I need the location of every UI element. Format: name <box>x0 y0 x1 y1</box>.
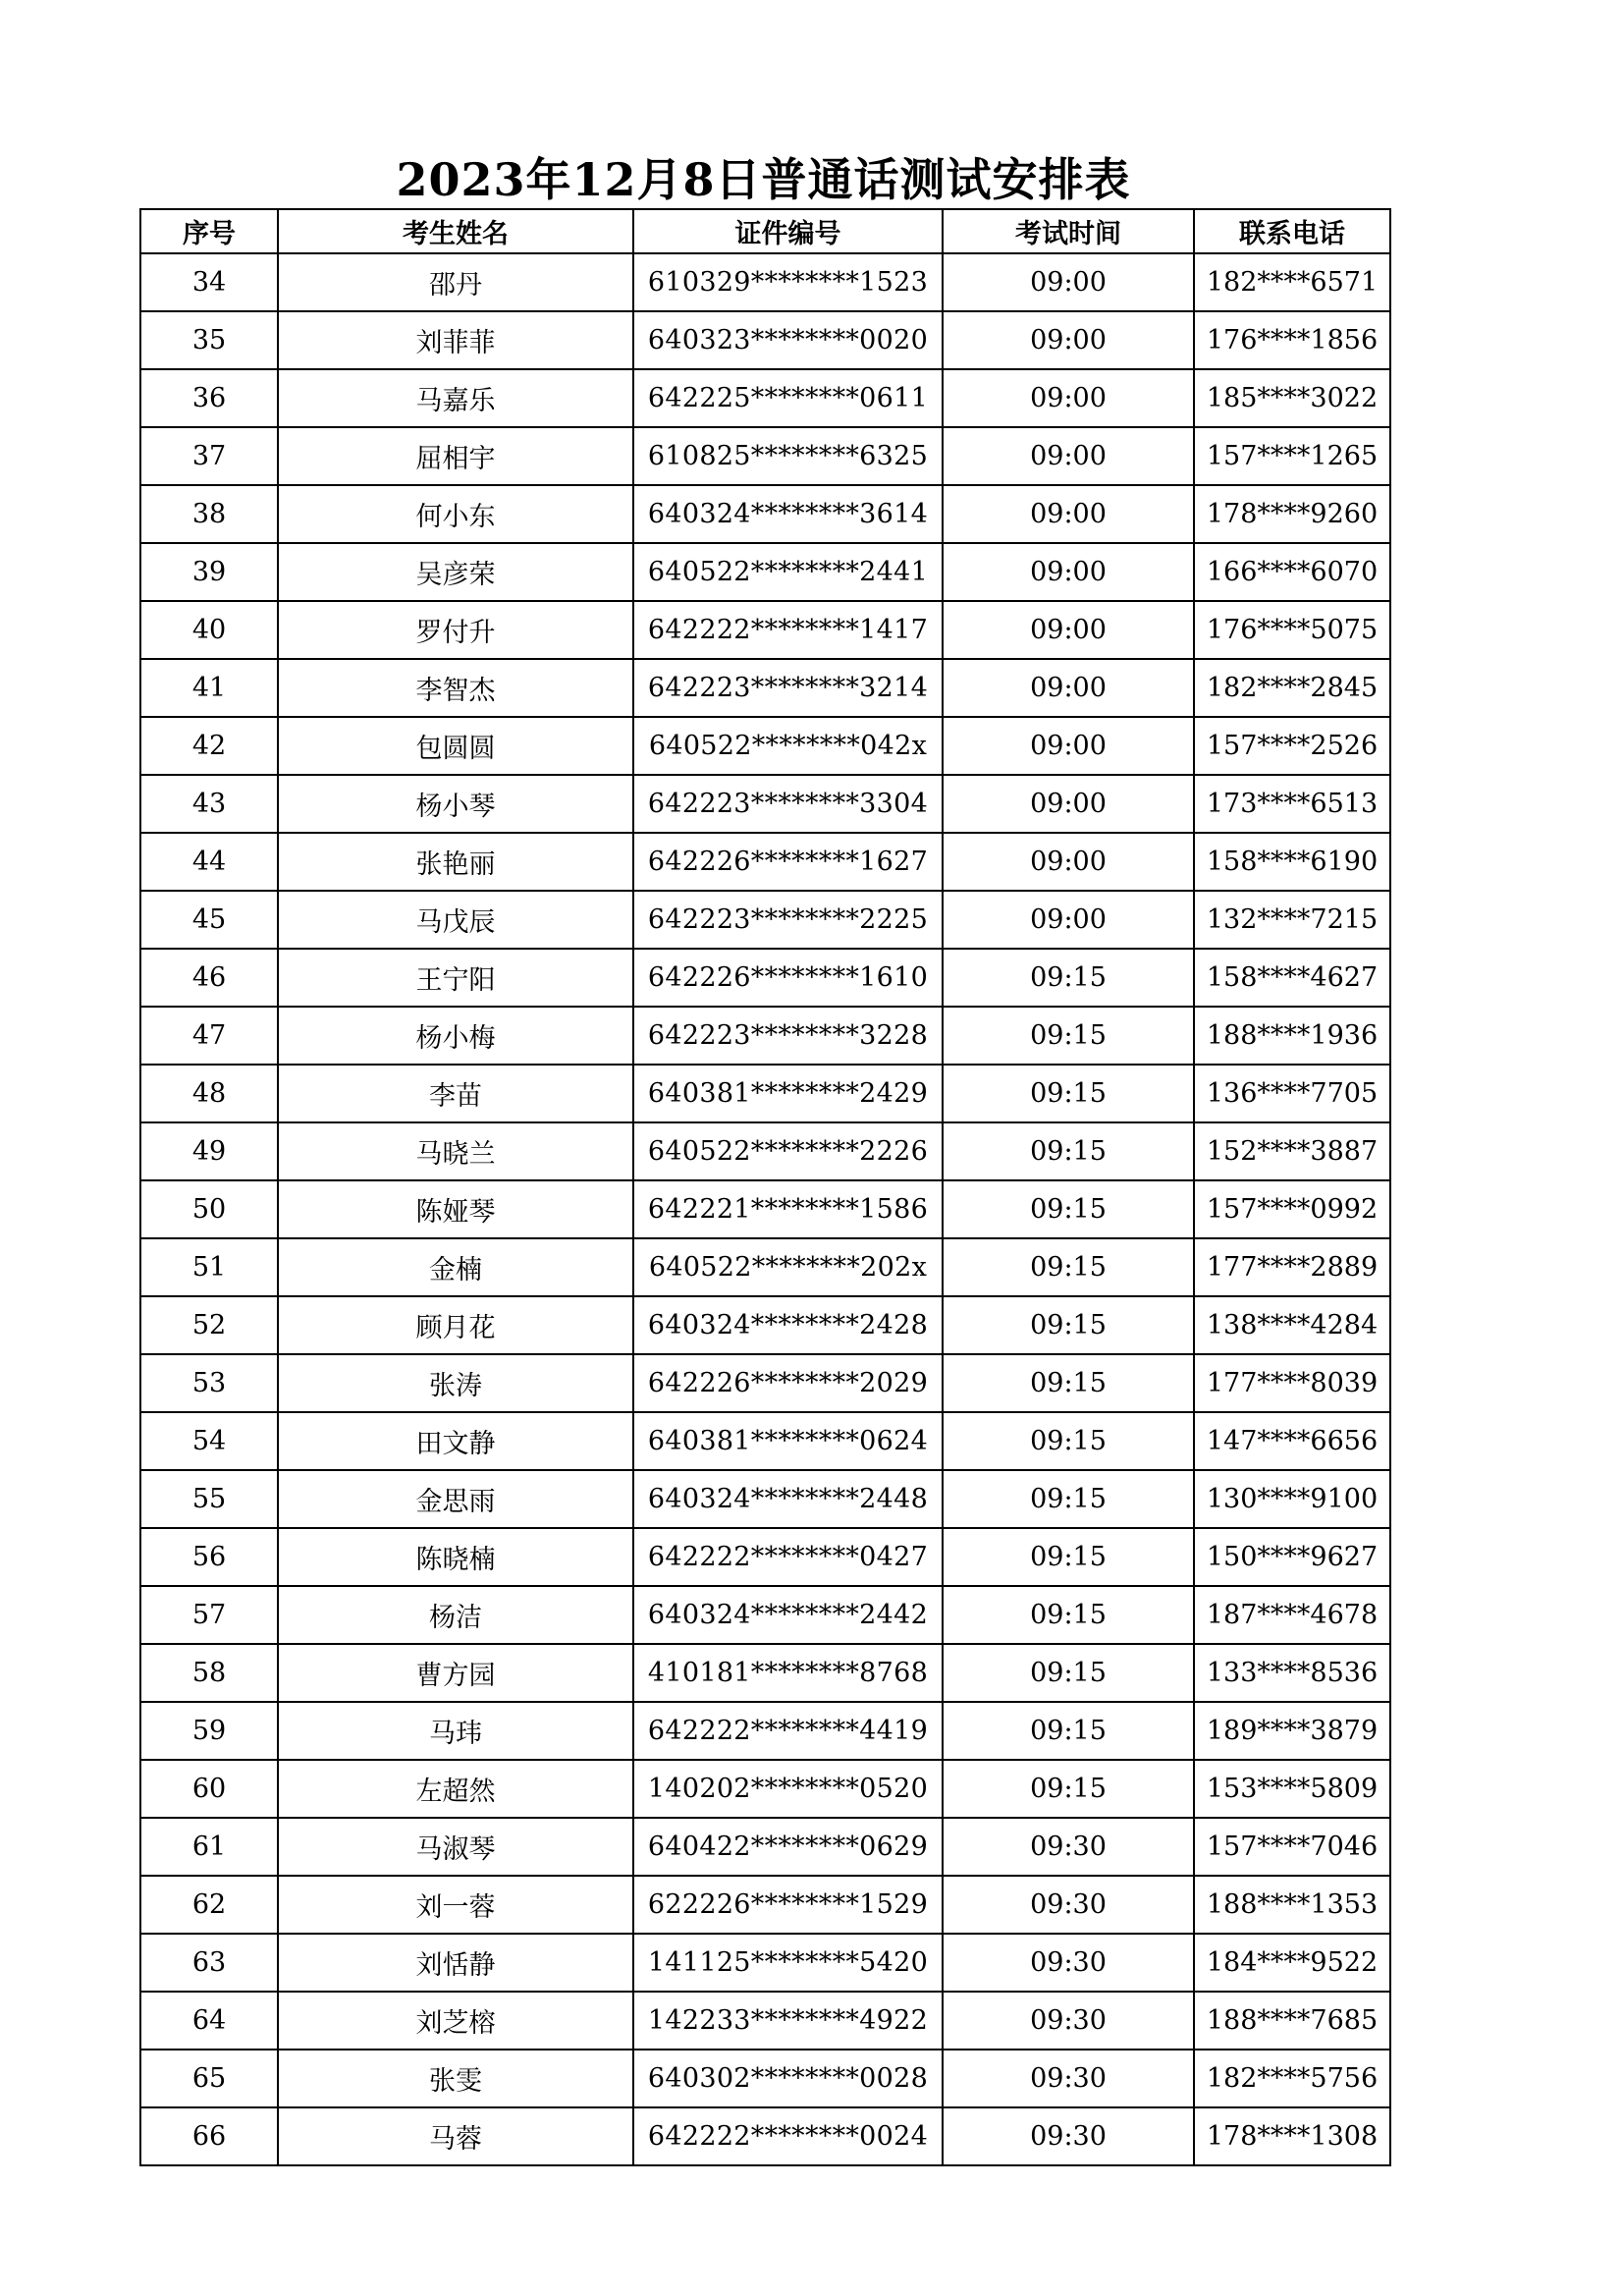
name-cell: 顾月花 <box>278 1296 633 1354</box>
id-number-cell: 640324********2442 <box>633 1586 943 1644</box>
table-row <box>140 485 1390 543</box>
exam-time-cell: 09:15 <box>943 1007 1194 1065</box>
name-cell: 金楠 <box>278 1238 633 1296</box>
exam-time-cell: 09:15 <box>943 1470 1194 1528</box>
id-number-cell: 642223********2225 <box>633 891 943 949</box>
name-cell: 李智杰 <box>278 659 633 717</box>
name-cell: 刘菲菲 <box>278 311 633 369</box>
exam-time-cell: 09:30 <box>943 1934 1194 1992</box>
column-header-phone: 联系电话 <box>1194 209 1390 253</box>
phone-cell: 173****6513 <box>1194 775 1390 833</box>
serial-cell: 66 <box>140 2107 278 2165</box>
id-number-cell: 640381********2429 <box>633 1065 943 1122</box>
id-number-cell: 640324********2428 <box>633 1296 943 1354</box>
serial-cell: 61 <box>140 1818 278 1876</box>
exam-time-cell: 09:15 <box>943 1586 1194 1644</box>
id-number-cell: 640324********3614 <box>633 485 943 543</box>
phone-cell: 177****2889 <box>1194 1238 1390 1296</box>
id-number-cell: 642222********4419 <box>633 1702 943 1760</box>
id-number-cell: 610329********1523 <box>633 253 943 311</box>
name-cell: 刘芝榕 <box>278 1992 633 2050</box>
table-row <box>140 2050 1390 2107</box>
phone-cell: 184****9522 <box>1194 1934 1390 1992</box>
phone-cell: 187****4678 <box>1194 1586 1390 1644</box>
phone-cell: 136****7705 <box>1194 1065 1390 1122</box>
id-number-cell: 640302********0028 <box>633 2050 943 2107</box>
phone-cell: 157****0992 <box>1194 1180 1390 1238</box>
exam-time-cell: 09:15 <box>943 1354 1194 1412</box>
id-number-cell: 640323********0020 <box>633 311 943 369</box>
serial-cell: 49 <box>140 1122 278 1180</box>
serial-cell: 55 <box>140 1470 278 1528</box>
name-cell: 马戊辰 <box>278 891 633 949</box>
column-header-id-number: 证件编号 <box>633 209 943 253</box>
column-header-serial: 序号 <box>140 209 278 253</box>
table-row <box>140 1122 1390 1180</box>
table-row <box>140 833 1390 891</box>
exam-time-cell: 09:00 <box>943 601 1194 659</box>
serial-cell: 51 <box>140 1238 278 1296</box>
name-cell: 马玮 <box>278 1702 633 1760</box>
table-row <box>140 1528 1390 1586</box>
phone-cell: 176****1856 <box>1194 311 1390 369</box>
id-number-cell: 642223********3304 <box>633 775 943 833</box>
name-cell: 张涛 <box>278 1354 633 1412</box>
table-row <box>140 601 1390 659</box>
exam-time-cell: 09:00 <box>943 891 1194 949</box>
id-number-cell: 141125********5420 <box>633 1934 943 1992</box>
id-number-cell: 642223********3214 <box>633 659 943 717</box>
exam-time-cell: 09:00 <box>943 775 1194 833</box>
name-cell: 陈晓楠 <box>278 1528 633 1586</box>
table-row <box>140 311 1390 369</box>
table-row <box>140 775 1390 833</box>
name-cell: 曹方园 <box>278 1644 633 1702</box>
exam-time-cell: 09:30 <box>943 2107 1194 2165</box>
phone-cell: 176****5075 <box>1194 601 1390 659</box>
phone-cell: 152****3887 <box>1194 1122 1390 1180</box>
table-body <box>140 253 1390 2165</box>
table-row <box>140 1354 1390 1412</box>
exam-time-cell: 09:30 <box>943 1818 1194 1876</box>
exam-time-cell: 09:15 <box>943 1065 1194 1122</box>
table-header-row <box>140 209 1390 253</box>
phone-cell: 182****6571 <box>1194 253 1390 311</box>
table-row <box>140 1934 1390 1992</box>
serial-cell: 39 <box>140 543 278 601</box>
exam-time-cell: 09:15 <box>943 1644 1194 1702</box>
exam-time-cell: 09:15 <box>943 1122 1194 1180</box>
exam-time-cell: 09:00 <box>943 833 1194 891</box>
phone-cell: 188****7685 <box>1194 1992 1390 2050</box>
name-cell: 左超然 <box>278 1760 633 1818</box>
table-row <box>140 659 1390 717</box>
exam-time-cell: 09:00 <box>943 427 1194 485</box>
table-row <box>140 1296 1390 1354</box>
phone-cell: 185****3022 <box>1194 369 1390 427</box>
serial-cell: 35 <box>140 311 278 369</box>
table-row <box>140 1065 1390 1122</box>
table-row <box>140 1180 1390 1238</box>
exam-time-cell: 09:15 <box>943 1238 1194 1296</box>
exam-time-cell: 09:15 <box>943 1760 1194 1818</box>
exam-time-cell: 09:00 <box>943 485 1194 543</box>
exam-time-cell: 09:00 <box>943 311 1194 369</box>
name-cell: 马嘉乐 <box>278 369 633 427</box>
table-row <box>140 891 1390 949</box>
serial-cell: 52 <box>140 1296 278 1354</box>
phone-cell: 166****6070 <box>1194 543 1390 601</box>
exam-time-cell: 09:30 <box>943 1992 1194 2050</box>
name-cell: 包圆圆 <box>278 717 633 775</box>
table-row <box>140 543 1390 601</box>
serial-cell: 54 <box>140 1412 278 1470</box>
serial-cell: 60 <box>140 1760 278 1818</box>
name-cell: 邵丹 <box>278 253 633 311</box>
serial-cell: 64 <box>140 1992 278 2050</box>
id-number-cell: 642226********2029 <box>633 1354 943 1412</box>
exam-time-cell: 09:30 <box>943 1876 1194 1934</box>
serial-cell: 46 <box>140 949 278 1007</box>
table-row <box>140 1470 1390 1528</box>
table-row <box>140 1586 1390 1644</box>
phone-cell: 147****6656 <box>1194 1412 1390 1470</box>
serial-cell: 45 <box>140 891 278 949</box>
name-cell: 屈相宇 <box>278 427 633 485</box>
phone-cell: 153****5809 <box>1194 1760 1390 1818</box>
id-number-cell: 640522********202x <box>633 1238 943 1296</box>
name-cell: 杨小琴 <box>278 775 633 833</box>
name-cell: 金思雨 <box>278 1470 633 1528</box>
serial-cell: 53 <box>140 1354 278 1412</box>
name-cell: 刘恬静 <box>278 1934 633 1992</box>
exam-time-cell: 09:00 <box>943 717 1194 775</box>
table-row <box>140 1007 1390 1065</box>
exam-time-cell: 09:15 <box>943 1296 1194 1354</box>
column-header-name: 考生姓名 <box>278 209 633 253</box>
exam-time-cell: 09:15 <box>943 1412 1194 1470</box>
serial-cell: 40 <box>140 601 278 659</box>
name-cell: 罗付升 <box>278 601 633 659</box>
id-number-cell: 622226********1529 <box>633 1876 943 1934</box>
id-number-cell: 640381********0624 <box>633 1412 943 1470</box>
phone-cell: 182****5756 <box>1194 2050 1390 2107</box>
name-cell: 杨小梅 <box>278 1007 633 1065</box>
id-number-cell: 642226********1610 <box>633 949 943 1007</box>
serial-cell: 38 <box>140 485 278 543</box>
serial-cell: 48 <box>140 1065 278 1122</box>
table-row <box>140 1238 1390 1296</box>
phone-cell: 130****9100 <box>1194 1470 1390 1528</box>
exam-time-cell: 09:15 <box>943 1528 1194 1586</box>
name-cell: 张雯 <box>278 2050 633 2107</box>
exam-time-cell: 09:00 <box>943 253 1194 311</box>
phone-cell: 158****4627 <box>1194 949 1390 1007</box>
phone-cell: 157****2526 <box>1194 717 1390 775</box>
table-row <box>140 1760 1390 1818</box>
exam-time-cell: 09:00 <box>943 659 1194 717</box>
name-cell: 张艳丽 <box>278 833 633 891</box>
phone-cell: 132****7215 <box>1194 891 1390 949</box>
page-title: 2023年12月8日普通话测试安排表 <box>396 153 1131 206</box>
phone-cell: 157****7046 <box>1194 1818 1390 1876</box>
id-number-cell: 642222********0427 <box>633 1528 943 1586</box>
id-number-cell: 642221********1586 <box>633 1180 943 1238</box>
serial-cell: 58 <box>140 1644 278 1702</box>
schedule-table <box>139 208 1391 2166</box>
serial-cell: 47 <box>140 1007 278 1065</box>
id-number-cell: 610825********6325 <box>633 427 943 485</box>
phone-cell: 133****8536 <box>1194 1644 1390 1702</box>
table-row <box>140 1992 1390 2050</box>
phone-cell: 157****1265 <box>1194 427 1390 485</box>
serial-cell: 36 <box>140 369 278 427</box>
id-number-cell: 642225********0611 <box>633 369 943 427</box>
exam-time-cell: 09:15 <box>943 1180 1194 1238</box>
serial-cell: 41 <box>140 659 278 717</box>
id-number-cell: 642226********1627 <box>633 833 943 891</box>
exam-time-cell: 09:15 <box>943 1702 1194 1760</box>
id-number-cell: 642222********1417 <box>633 601 943 659</box>
serial-cell: 62 <box>140 1876 278 1934</box>
phone-cell: 150****9627 <box>1194 1528 1390 1586</box>
exam-time-cell: 09:15 <box>943 949 1194 1007</box>
name-cell: 马蓉 <box>278 2107 633 2165</box>
serial-cell: 37 <box>140 427 278 485</box>
phone-cell: 188****1936 <box>1194 1007 1390 1065</box>
serial-cell: 44 <box>140 833 278 891</box>
table-row <box>140 427 1390 485</box>
serial-cell: 65 <box>140 2050 278 2107</box>
id-number-cell: 640324********2448 <box>633 1470 943 1528</box>
serial-cell: 43 <box>140 775 278 833</box>
phone-cell: 178****1308 <box>1194 2107 1390 2165</box>
serial-cell: 57 <box>140 1586 278 1644</box>
table-row <box>140 1644 1390 1702</box>
serial-cell: 56 <box>140 1528 278 1586</box>
name-cell: 吴彦荣 <box>278 543 633 601</box>
id-number-cell: 640522********2441 <box>633 543 943 601</box>
exam-time-cell: 09:00 <box>943 369 1194 427</box>
table-row <box>140 949 1390 1007</box>
name-cell: 李苗 <box>278 1065 633 1122</box>
name-cell: 杨洁 <box>278 1586 633 1644</box>
id-number-cell: 642222********0024 <box>633 2107 943 2165</box>
table-row <box>140 717 1390 775</box>
table-row <box>140 1412 1390 1470</box>
table-row <box>140 1876 1390 1934</box>
table-row <box>140 1702 1390 1760</box>
name-cell: 马淑琴 <box>278 1818 633 1876</box>
id-number-cell: 642223********3228 <box>633 1007 943 1065</box>
id-number-cell: 640522********042x <box>633 717 943 775</box>
phone-cell: 158****6190 <box>1194 833 1390 891</box>
serial-cell: 42 <box>140 717 278 775</box>
id-number-cell: 142233********4922 <box>633 1992 943 2050</box>
table-row <box>140 2107 1390 2165</box>
name-cell: 马晓兰 <box>278 1122 633 1180</box>
table-row <box>140 253 1390 311</box>
serial-cell: 34 <box>140 253 278 311</box>
table-row <box>140 1818 1390 1876</box>
exam-time-cell: 09:30 <box>943 2050 1194 2107</box>
column-header-exam-time: 考试时间 <box>943 209 1194 253</box>
phone-cell: 182****2845 <box>1194 659 1390 717</box>
name-cell: 陈娅琴 <box>278 1180 633 1238</box>
serial-cell: 50 <box>140 1180 278 1238</box>
name-cell: 刘一蓉 <box>278 1876 633 1934</box>
id-number-cell: 140202********0520 <box>633 1760 943 1818</box>
phone-cell: 138****4284 <box>1194 1296 1390 1354</box>
serial-cell: 63 <box>140 1934 278 1992</box>
serial-cell: 59 <box>140 1702 278 1760</box>
phone-cell: 178****9260 <box>1194 485 1390 543</box>
table-row <box>140 369 1390 427</box>
phone-cell: 189****3879 <box>1194 1702 1390 1760</box>
id-number-cell: 410181********8768 <box>633 1644 943 1702</box>
phone-cell: 188****1353 <box>1194 1876 1390 1934</box>
name-cell: 何小东 <box>278 485 633 543</box>
id-number-cell: 640422********0629 <box>633 1818 943 1876</box>
exam-time-cell: 09:00 <box>943 543 1194 601</box>
id-number-cell: 640522********2226 <box>633 1122 943 1180</box>
name-cell: 王宁阳 <box>278 949 633 1007</box>
phone-cell: 177****8039 <box>1194 1354 1390 1412</box>
name-cell: 田文静 <box>278 1412 633 1470</box>
